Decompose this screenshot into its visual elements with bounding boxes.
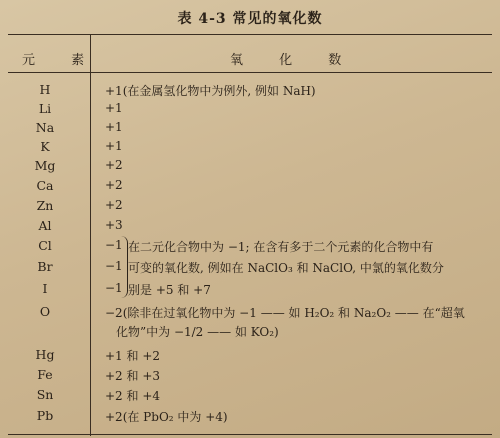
element-cell: Br	[37, 259, 53, 274]
oxidation-cell: −2(除非在过氧化物中为 −1 —— 如 H₂O₂ 和 Na₂O₂ —— 在“超氧	[105, 306, 465, 320]
element-cell: Pb	[36, 408, 54, 423]
oxidation-cell: +3	[105, 218, 123, 232]
top-rule	[8, 34, 492, 35]
oxidation-cell: −1	[105, 281, 123, 295]
halogen-note-line: 在二元化合物中为 −1; 在含有多于二个元素的化合物中有	[128, 240, 434, 254]
halogen-note-line: 可变的氧化数, 例如在 NaClO₃ 和 NaClO, 中氯的氧化数分	[128, 261, 444, 275]
oxidation-cell: +2	[105, 198, 123, 212]
element-cell: Hg	[35, 347, 55, 362]
oxidation-cell-continuation: 化物”中为 −1/2 —— 如 KO₂)	[116, 325, 279, 339]
oxidation-cell: +1(在金属氢化物中为例外, 例如 NaH)	[105, 84, 316, 98]
halogen-note-line: 别是 +5 和 +7	[128, 283, 211, 297]
element-cell: Ca	[36, 178, 54, 193]
oxidation-cell: +2 和 +4	[105, 389, 161, 403]
oxidation-cell: −1	[105, 259, 123, 273]
oxidation-cell: +2(在 PbO₂ 中为 +4)	[105, 410, 228, 424]
element-cell: Cl	[38, 238, 52, 253]
element-cell: Mg	[34, 158, 56, 173]
table-title: 表 4-3 常见的氧化数	[177, 11, 323, 27]
element-cell: K	[40, 139, 50, 154]
oxidation-cell: +1	[105, 101, 123, 115]
element-cell: O	[39, 304, 51, 319]
header-element: 元 素	[22, 53, 101, 68]
element-cell: Al	[38, 218, 52, 233]
element-cell: Na	[35, 120, 55, 135]
bottom-rule	[8, 434, 492, 435]
element-cell: I	[42, 281, 48, 296]
header-rule	[8, 72, 492, 73]
oxidation-cell: +2	[105, 158, 123, 172]
element-cell: H	[39, 82, 51, 97]
oxidation-cell: +2 和 +3	[105, 369, 161, 383]
oxidation-cell: +1 和 +2	[105, 349, 161, 363]
oxidation-cell: +2	[105, 178, 123, 192]
element-cell: Fe	[37, 367, 53, 382]
element-cell: Li	[38, 101, 52, 116]
halogen-brace	[121, 236, 128, 298]
column-divider	[90, 34, 91, 436]
element-cell: Sn	[36, 387, 54, 402]
oxidation-cell: +1	[105, 120, 123, 134]
oxidation-cell: +1	[105, 139, 123, 153]
element-cell: Zn	[36, 198, 54, 213]
oxidation-cell: −1	[105, 238, 123, 252]
header-oxidation-number: 氧 化 数	[230, 53, 358, 68]
